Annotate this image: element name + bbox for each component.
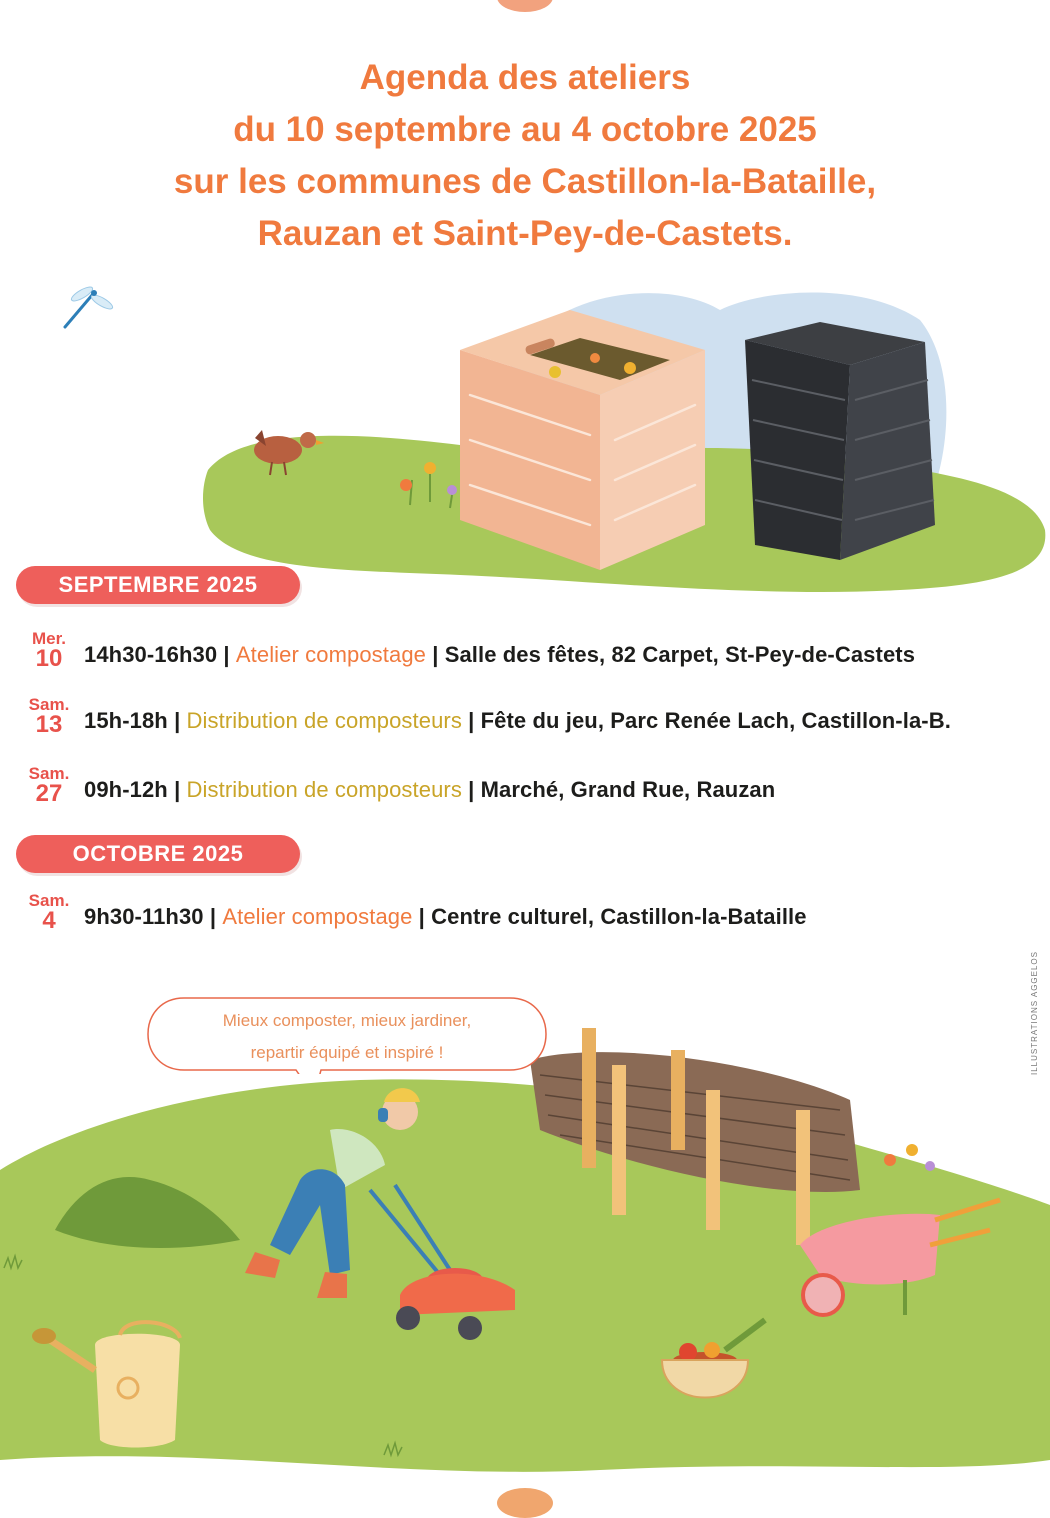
speech-bubble-line-1: Mieux composter, mieux jardiner, (222, 1011, 472, 1030)
page-title (0, 52, 1050, 260)
event-time: 14h30-16h30 (84, 642, 218, 667)
illustration-credit: ILLUSTRATIONS AGGELOS (1030, 951, 1039, 1075)
event-day-number: 10 (35, 645, 63, 672)
event-weekday: Sam. (28, 695, 70, 714)
separator: | (412, 904, 432, 929)
event-day-number: 13 (35, 711, 63, 738)
dragonfly-illustration (60, 282, 120, 332)
event-row (22, 630, 1042, 680)
top-decoration-dot (497, 0, 553, 12)
event-time: 9h30-11h30 (84, 904, 204, 929)
event-day-number: 27 (35, 780, 63, 807)
event-location: Marché, Grand Rue, Rauzan (480, 777, 776, 802)
separator: | (167, 708, 187, 733)
event-day-number: 4 (42, 907, 56, 934)
event-activity: Atelier compostage (222, 904, 413, 929)
event-row (22, 765, 1042, 815)
event-date (22, 892, 76, 932)
separator: | (426, 642, 445, 667)
event-date (22, 630, 76, 670)
event-activity: Distribution de composteurs (186, 777, 462, 802)
speech-bubble-text (146, 1005, 548, 1069)
separator: | (461, 777, 481, 802)
month-badge-october: OCTOBRE 2025 (16, 835, 300, 873)
title-line-4: Rauzan et Saint-Pey-de-Castets. (257, 214, 793, 253)
event-details (84, 708, 951, 734)
event-time: 09h-12h (84, 777, 168, 802)
separator: | (167, 777, 187, 802)
event-details (84, 777, 775, 803)
event-row (22, 696, 1042, 746)
title-line-1: Agenda des ateliers (359, 58, 691, 97)
event-details (84, 642, 915, 668)
month-badge-september: SEPTEMBRE 2025 (16, 566, 300, 604)
event-weekday: Mer. (31, 629, 67, 648)
event-details (84, 904, 807, 930)
title-line-3: sur les communes de Castillon-la-Bataille, (173, 162, 877, 201)
event-time: 15h-18h (84, 708, 168, 733)
title-line-2: du 10 septembre au 4 octobre 2025 (233, 110, 817, 149)
separator: | (203, 904, 223, 929)
separator: | (461, 708, 481, 733)
event-row (22, 892, 1042, 942)
event-weekday: Sam. (28, 891, 70, 910)
event-activity: Atelier compostage (235, 642, 426, 667)
bottom-decoration-dot (497, 1488, 553, 1518)
event-activity: Distribution de composteurs (186, 708, 462, 733)
event-location: Fête du jeu, Parc Renée Lach, Castillon-la-B. (480, 708, 951, 733)
event-location: Centre culturel, Castillon-la-Bataille (431, 904, 807, 929)
speech-bubble-line-2: repartir équipé et inspiré ! (250, 1043, 444, 1062)
event-location: Salle des fêtes, 82 Carpet, St-Pey-de-Castets (444, 642, 916, 667)
event-date (22, 765, 76, 805)
event-weekday: Sam. (28, 764, 70, 783)
separator: | (217, 642, 236, 667)
compost-bins-illustration (200, 280, 1050, 600)
event-date (22, 696, 76, 736)
